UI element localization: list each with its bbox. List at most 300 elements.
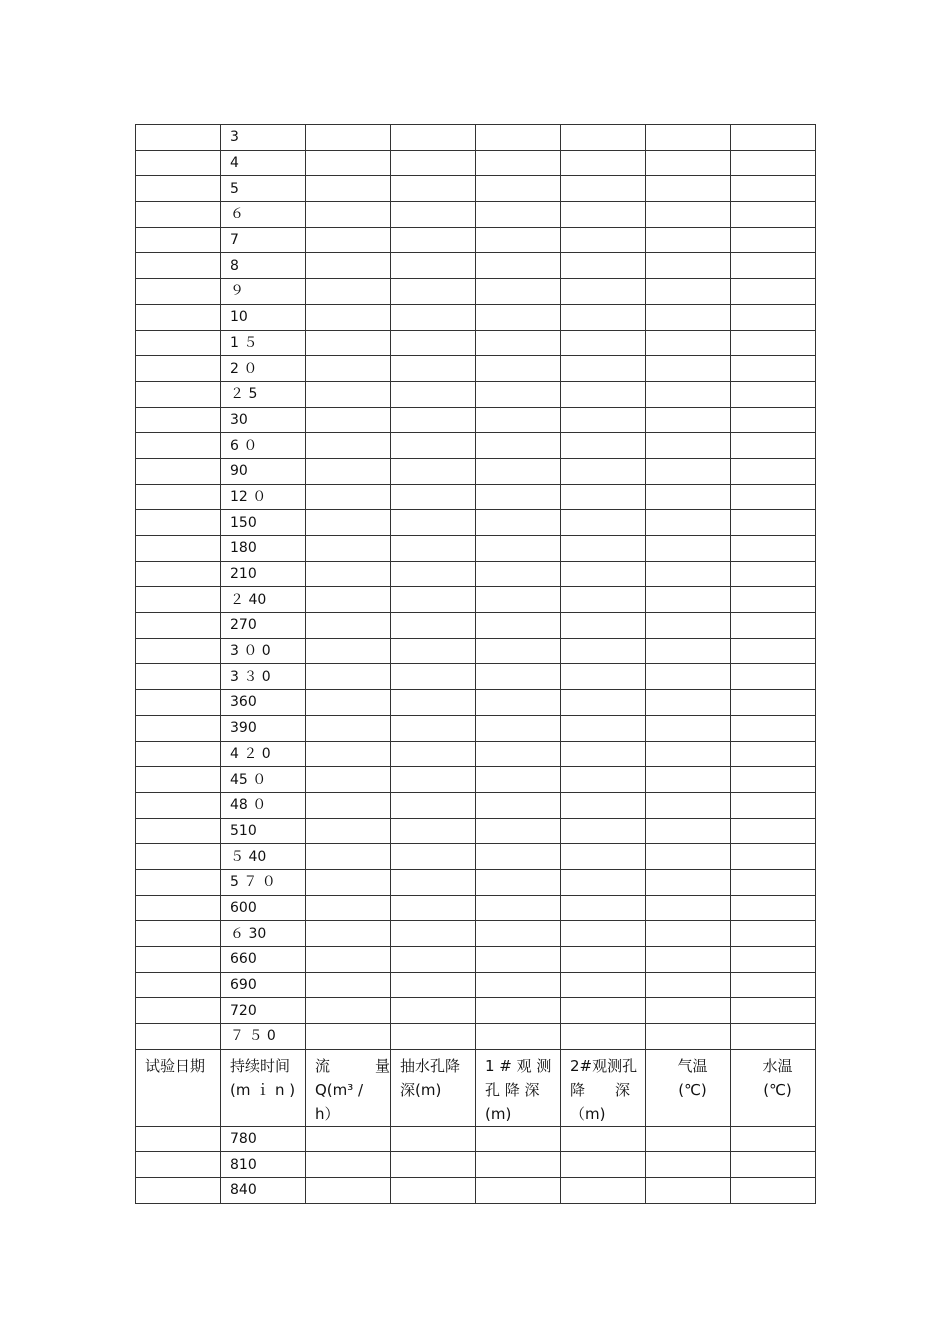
- table-row: [136, 433, 816, 459]
- cell-water-temp: [731, 895, 816, 921]
- cell-pump-drawdown: [391, 510, 476, 536]
- cell-flow: [306, 690, 391, 716]
- table-row: [136, 561, 816, 587]
- cell-duration: 2 ０: [221, 356, 306, 382]
- cell-obs1-drawdown: [476, 972, 561, 998]
- cell-flow: [306, 1126, 391, 1152]
- cell-water-temp: [731, 1152, 816, 1178]
- cell-water-temp: [731, 125, 816, 151]
- cell-obs2-drawdown: [561, 330, 646, 356]
- cell-pump-drawdown: [391, 407, 476, 433]
- cell-air-temp: [646, 1126, 731, 1152]
- header-flow: 流 量 Q(m³ / h）: [306, 1049, 391, 1126]
- cell-pump-drawdown: [391, 741, 476, 767]
- cell-obs1-drawdown: [476, 1152, 561, 1178]
- cell-air-temp: [646, 587, 731, 613]
- cell-obs1-drawdown: [476, 227, 561, 253]
- cell-duration: 5: [221, 176, 306, 202]
- cell-flow: [306, 972, 391, 998]
- table-row: [136, 1024, 816, 1050]
- cell-water-temp: [731, 407, 816, 433]
- cell-test-date: [136, 587, 221, 613]
- cell-water-temp: [731, 921, 816, 947]
- cell-water-temp: [731, 484, 816, 510]
- cell-obs2-drawdown: [561, 767, 646, 793]
- cell-obs2-drawdown: [561, 844, 646, 870]
- cell-test-date: [136, 998, 221, 1024]
- cell-water-temp: [731, 972, 816, 998]
- cell-flow: [306, 947, 391, 973]
- cell-obs2-drawdown: [561, 947, 646, 973]
- cell-duration: ６: [221, 202, 306, 228]
- cell-test-date: [136, 407, 221, 433]
- cell-flow: [306, 304, 391, 330]
- cell-water-temp: [731, 458, 816, 484]
- cell-obs2-drawdown: [561, 433, 646, 459]
- cell-obs1-drawdown: [476, 741, 561, 767]
- cell-air-temp: [646, 279, 731, 305]
- cell-air-temp: [646, 947, 731, 973]
- cell-water-temp: [731, 227, 816, 253]
- cell-flow: [306, 484, 391, 510]
- cell-duration: 90: [221, 458, 306, 484]
- cell-pump-drawdown: [391, 330, 476, 356]
- cell-pump-drawdown: [391, 767, 476, 793]
- cell-duration: ２ 40: [221, 587, 306, 613]
- table-row: [136, 1152, 816, 1178]
- cell-water-temp: [731, 844, 816, 870]
- header-obs2-drawdown: 2#观测孔 降 深 （m): [561, 1049, 646, 1126]
- cell-air-temp: [646, 869, 731, 895]
- cell-air-temp: [646, 381, 731, 407]
- cell-water-temp: [731, 690, 816, 716]
- cell-duration: 780: [221, 1126, 306, 1152]
- cell-water-temp: [731, 330, 816, 356]
- cell-flow: [306, 150, 391, 176]
- cell-test-date: [136, 202, 221, 228]
- cell-test-date: [136, 844, 221, 870]
- cell-pump-drawdown: [391, 202, 476, 228]
- cell-duration: ７ ５ 0: [221, 1024, 306, 1050]
- cell-flow: [306, 536, 391, 562]
- cell-pump-drawdown: [391, 150, 476, 176]
- cell-duration: 690: [221, 972, 306, 998]
- cell-obs1-drawdown: [476, 202, 561, 228]
- cell-obs2-drawdown: [561, 1152, 646, 1178]
- table-row: [136, 895, 816, 921]
- cell-pump-drawdown: [391, 227, 476, 253]
- table-row: [136, 972, 816, 998]
- cell-duration: 210: [221, 561, 306, 587]
- cell-duration: 5 ７ ０: [221, 869, 306, 895]
- table-row: [136, 253, 816, 279]
- cell-obs2-drawdown: [561, 176, 646, 202]
- table-body-top: [136, 125, 816, 1050]
- cell-duration: 270: [221, 613, 306, 639]
- cell-air-temp: [646, 150, 731, 176]
- cell-water-temp: [731, 998, 816, 1024]
- cell-test-date: [136, 125, 221, 151]
- cell-obs2-drawdown: [561, 253, 646, 279]
- cell-pump-drawdown: [391, 253, 476, 279]
- table-row: [136, 458, 816, 484]
- table-row: [136, 1178, 816, 1204]
- cell-flow: [306, 895, 391, 921]
- cell-test-date: [136, 895, 221, 921]
- cell-flow: [306, 356, 391, 382]
- cell-obs2-drawdown: [561, 561, 646, 587]
- table-row: [136, 638, 816, 664]
- cell-flow: [306, 638, 391, 664]
- cell-duration: 510: [221, 818, 306, 844]
- cell-duration: ９: [221, 279, 306, 305]
- cell-air-temp: [646, 1152, 731, 1178]
- cell-water-temp: [731, 638, 816, 664]
- cell-air-temp: [646, 613, 731, 639]
- cell-test-date: [136, 561, 221, 587]
- cell-flow: [306, 1152, 391, 1178]
- cell-obs2-drawdown: [561, 150, 646, 176]
- cell-water-temp: [731, 356, 816, 382]
- pumping-test-table: [135, 124, 816, 1204]
- cell-air-temp: [646, 844, 731, 870]
- cell-pump-drawdown: [391, 844, 476, 870]
- cell-water-temp: [731, 381, 816, 407]
- cell-water-temp: [731, 792, 816, 818]
- cell-obs1-drawdown: [476, 150, 561, 176]
- table-row: [136, 227, 816, 253]
- table-row: [136, 407, 816, 433]
- cell-air-temp: [646, 433, 731, 459]
- cell-duration: 3 ０ 0: [221, 638, 306, 664]
- table-row: [136, 869, 816, 895]
- cell-obs1-drawdown: [476, 536, 561, 562]
- cell-water-temp: [731, 536, 816, 562]
- cell-pump-drawdown: [391, 818, 476, 844]
- cell-flow: [306, 458, 391, 484]
- cell-duration: ５ 40: [221, 844, 306, 870]
- cell-air-temp: [646, 818, 731, 844]
- cell-duration: 660: [221, 947, 306, 973]
- cell-flow: [306, 1024, 391, 1050]
- cell-test-date: [136, 150, 221, 176]
- cell-obs1-drawdown: [476, 176, 561, 202]
- cell-water-temp: [731, 715, 816, 741]
- cell-obs2-drawdown: [561, 638, 646, 664]
- cell-obs1-drawdown: [476, 921, 561, 947]
- cell-flow: [306, 227, 391, 253]
- cell-air-temp: [646, 227, 731, 253]
- cell-flow: [306, 998, 391, 1024]
- cell-flow: [306, 741, 391, 767]
- cell-air-temp: [646, 176, 731, 202]
- cell-water-temp: [731, 818, 816, 844]
- cell-flow: [306, 1178, 391, 1204]
- header-water-temp: 水温 (℃): [731, 1049, 816, 1126]
- cell-test-date: [136, 458, 221, 484]
- cell-test-date: [136, 767, 221, 793]
- table-row: [136, 613, 816, 639]
- cell-obs2-drawdown: [561, 407, 646, 433]
- cell-obs1-drawdown: [476, 792, 561, 818]
- cell-air-temp: [646, 561, 731, 587]
- cell-pump-drawdown: [391, 587, 476, 613]
- cell-water-temp: [731, 869, 816, 895]
- cell-air-temp: [646, 690, 731, 716]
- cell-obs2-drawdown: [561, 998, 646, 1024]
- cell-flow: [306, 279, 391, 305]
- cell-air-temp: [646, 458, 731, 484]
- cell-flow: [306, 921, 391, 947]
- cell-obs1-drawdown: [476, 664, 561, 690]
- cell-air-temp: [646, 715, 731, 741]
- header-row: [136, 1049, 816, 1126]
- cell-obs1-drawdown: [476, 381, 561, 407]
- cell-obs1-drawdown: [476, 690, 561, 716]
- cell-pump-drawdown: [391, 613, 476, 639]
- cell-obs2-drawdown: [561, 869, 646, 895]
- cell-duration: 720: [221, 998, 306, 1024]
- cell-flow: [306, 202, 391, 228]
- cell-test-date: [136, 1024, 221, 1050]
- cell-water-temp: [731, 767, 816, 793]
- cell-obs1-drawdown: [476, 947, 561, 973]
- cell-obs1-drawdown: [476, 869, 561, 895]
- cell-obs2-drawdown: [561, 536, 646, 562]
- cell-obs2-drawdown: [561, 587, 646, 613]
- table-row: [136, 125, 816, 151]
- cell-test-date: [136, 381, 221, 407]
- cell-duration: 840: [221, 1178, 306, 1204]
- cell-obs2-drawdown: [561, 1126, 646, 1152]
- cell-obs1-drawdown: [476, 330, 561, 356]
- table-row: [136, 330, 816, 356]
- header-duration: 持续时间 (m ｉ n ): [221, 1049, 306, 1126]
- cell-water-temp: [731, 1024, 816, 1050]
- cell-test-date: [136, 536, 221, 562]
- table-row: [136, 741, 816, 767]
- cell-flow: [306, 561, 391, 587]
- cell-test-date: [136, 433, 221, 459]
- cell-pump-drawdown: [391, 690, 476, 716]
- cell-test-date: [136, 484, 221, 510]
- cell-flow: [306, 407, 391, 433]
- cell-flow: [306, 715, 391, 741]
- cell-obs2-drawdown: [561, 202, 646, 228]
- cell-obs2-drawdown: [561, 895, 646, 921]
- cell-test-date: [136, 510, 221, 536]
- table-row: [136, 176, 816, 202]
- header-obs1-drawdown: 1 # 观 测 孔 降 深 (m): [476, 1049, 561, 1126]
- cell-pump-drawdown: [391, 895, 476, 921]
- table-row: [136, 587, 816, 613]
- cell-water-temp: [731, 741, 816, 767]
- cell-water-temp: [731, 664, 816, 690]
- table-row: [136, 202, 816, 228]
- cell-test-date: [136, 972, 221, 998]
- table-row: [136, 1126, 816, 1152]
- cell-obs2-drawdown: [561, 458, 646, 484]
- cell-flow: [306, 176, 391, 202]
- cell-flow: [306, 844, 391, 870]
- cell-flow: [306, 125, 391, 151]
- cell-test-date: [136, 664, 221, 690]
- cell-test-date: [136, 304, 221, 330]
- cell-pump-drawdown: [391, 947, 476, 973]
- cell-obs1-drawdown: [476, 458, 561, 484]
- cell-water-temp: [731, 176, 816, 202]
- cell-test-date: [136, 947, 221, 973]
- cell-duration: 8: [221, 253, 306, 279]
- cell-air-temp: [646, 304, 731, 330]
- table-row: [136, 998, 816, 1024]
- cell-air-temp: [646, 972, 731, 998]
- cell-test-date: [136, 279, 221, 305]
- cell-pump-drawdown: [391, 1024, 476, 1050]
- cell-obs1-drawdown: [476, 1126, 561, 1152]
- cell-pump-drawdown: [391, 279, 476, 305]
- cell-duration: ２ 5: [221, 381, 306, 407]
- cell-water-temp: [731, 510, 816, 536]
- cell-flow: [306, 664, 391, 690]
- cell-duration: 600: [221, 895, 306, 921]
- cell-duration: 390: [221, 715, 306, 741]
- cell-pump-drawdown: [391, 921, 476, 947]
- cell-obs1-drawdown: [476, 510, 561, 536]
- cell-obs1-drawdown: [476, 587, 561, 613]
- cell-obs1-drawdown: [476, 253, 561, 279]
- cell-obs2-drawdown: [561, 356, 646, 382]
- cell-test-date: [136, 330, 221, 356]
- table-row: [136, 150, 816, 176]
- cell-water-temp: [731, 253, 816, 279]
- cell-test-date: [136, 792, 221, 818]
- cell-air-temp: [646, 510, 731, 536]
- cell-obs1-drawdown: [476, 998, 561, 1024]
- cell-obs2-drawdown: [561, 664, 646, 690]
- table-row: [136, 381, 816, 407]
- cell-duration: 45 ０: [221, 767, 306, 793]
- cell-air-temp: [646, 921, 731, 947]
- cell-test-date: [136, 741, 221, 767]
- cell-air-temp: [646, 1024, 731, 1050]
- cell-obs2-drawdown: [561, 690, 646, 716]
- cell-duration: 3: [221, 125, 306, 151]
- cell-test-date: [136, 1126, 221, 1152]
- cell-duration: 12 ０: [221, 484, 306, 510]
- cell-test-date: [136, 356, 221, 382]
- cell-flow: [306, 330, 391, 356]
- cell-test-date: [136, 1178, 221, 1204]
- cell-air-temp: [646, 895, 731, 921]
- cell-obs2-drawdown: [561, 818, 646, 844]
- cell-air-temp: [646, 484, 731, 510]
- cell-duration: ６ 30: [221, 921, 306, 947]
- cell-air-temp: [646, 407, 731, 433]
- cell-obs1-drawdown: [476, 125, 561, 151]
- cell-flow: [306, 510, 391, 536]
- cell-test-date: [136, 1152, 221, 1178]
- cell-duration: 4: [221, 150, 306, 176]
- cell-water-temp: [731, 304, 816, 330]
- table-row: [136, 947, 816, 973]
- cell-flow: [306, 613, 391, 639]
- cell-water-temp: [731, 279, 816, 305]
- cell-air-temp: [646, 1178, 731, 1204]
- cell-obs1-drawdown: [476, 638, 561, 664]
- cell-obs1-drawdown: [476, 844, 561, 870]
- cell-pump-drawdown: [391, 869, 476, 895]
- cell-pump-drawdown: [391, 536, 476, 562]
- cell-pump-drawdown: [391, 561, 476, 587]
- cell-water-temp: [731, 1126, 816, 1152]
- cell-duration: 1 ５: [221, 330, 306, 356]
- cell-test-date: [136, 176, 221, 202]
- cell-obs2-drawdown: [561, 227, 646, 253]
- cell-test-date: [136, 869, 221, 895]
- cell-water-temp: [731, 947, 816, 973]
- cell-flow: [306, 767, 391, 793]
- cell-duration: 360: [221, 690, 306, 716]
- table-row: [136, 844, 816, 870]
- cell-pump-drawdown: [391, 972, 476, 998]
- table-header-section: [136, 1049, 816, 1126]
- cell-air-temp: [646, 638, 731, 664]
- cell-air-temp: [646, 330, 731, 356]
- cell-water-temp: [731, 433, 816, 459]
- cell-pump-drawdown: [391, 638, 476, 664]
- cell-air-temp: [646, 125, 731, 151]
- cell-obs1-drawdown: [476, 356, 561, 382]
- cell-obs2-drawdown: [561, 125, 646, 151]
- cell-obs2-drawdown: [561, 792, 646, 818]
- cell-water-temp: [731, 561, 816, 587]
- cell-air-temp: [646, 536, 731, 562]
- cell-duration: 150: [221, 510, 306, 536]
- cell-flow: [306, 381, 391, 407]
- table-row: [136, 767, 816, 793]
- cell-obs2-drawdown: [561, 484, 646, 510]
- table-row: [136, 484, 816, 510]
- cell-pump-drawdown: [391, 484, 476, 510]
- table-row: [136, 664, 816, 690]
- cell-pump-drawdown: [391, 176, 476, 202]
- cell-air-temp: [646, 792, 731, 818]
- cell-flow: [306, 792, 391, 818]
- cell-water-temp: [731, 587, 816, 613]
- cell-obs1-drawdown: [476, 484, 561, 510]
- cell-obs1-drawdown: [476, 613, 561, 639]
- cell-pump-drawdown: [391, 664, 476, 690]
- cell-obs1-drawdown: [476, 1178, 561, 1204]
- cell-pump-drawdown: [391, 715, 476, 741]
- cell-pump-drawdown: [391, 792, 476, 818]
- cell-test-date: [136, 638, 221, 664]
- cell-air-temp: [646, 664, 731, 690]
- cell-duration: 48 ０: [221, 792, 306, 818]
- table-row: [136, 690, 816, 716]
- cell-duration: 810: [221, 1152, 306, 1178]
- cell-flow: [306, 818, 391, 844]
- cell-obs1-drawdown: [476, 818, 561, 844]
- cell-test-date: [136, 818, 221, 844]
- cell-air-temp: [646, 356, 731, 382]
- cell-pump-drawdown: [391, 433, 476, 459]
- cell-water-temp: [731, 613, 816, 639]
- cell-test-date: [136, 227, 221, 253]
- table-row: [136, 818, 816, 844]
- cell-air-temp: [646, 253, 731, 279]
